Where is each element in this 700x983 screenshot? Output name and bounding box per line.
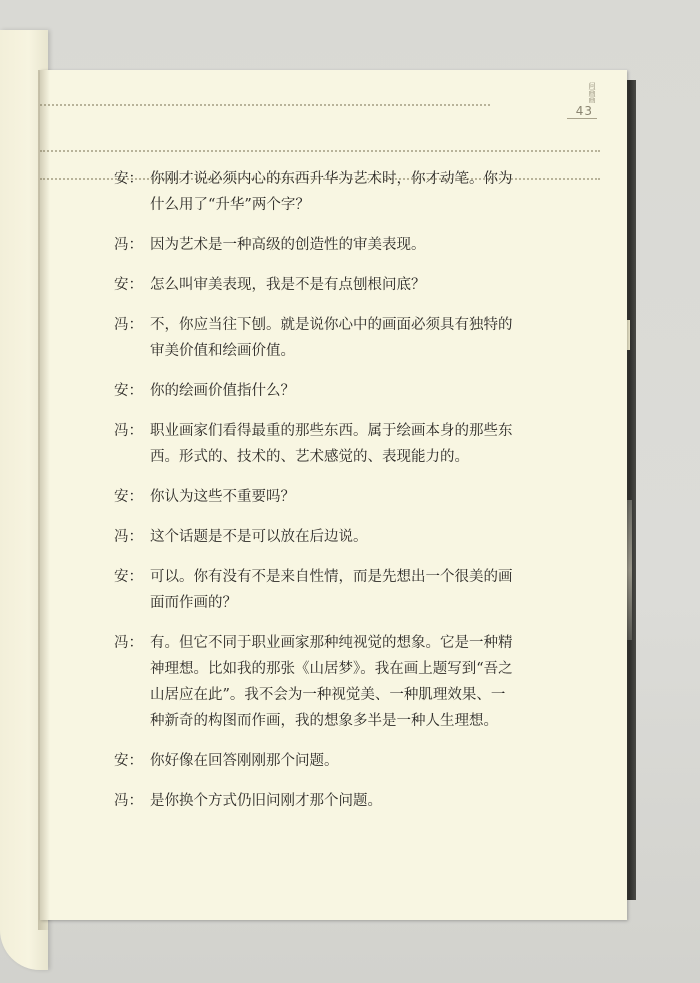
- speaker-label: 安：: [114, 489, 143, 505]
- dialogue-line: [114, 418, 514, 470]
- dialogue-text-body: 是你换个方式仍旧问刚才那个问题。: [150, 793, 382, 809]
- speaker-label: 安：: [114, 171, 143, 187]
- dialogue-text-body: 因为艺术是一种高级的创造性的审美表现。: [150, 237, 426, 253]
- dialogue-text-body: 怎么叫审美表现，我是不是有点刨根问底？: [150, 277, 426, 293]
- speaker-label: 冯：: [114, 793, 143, 809]
- dialogue-line: [114, 788, 514, 814]
- dialogue-line: [114, 748, 514, 774]
- dialogue-text-body: 这个话题是不是可以放在后边说。: [150, 529, 368, 545]
- dialogue-text: [114, 166, 514, 828]
- dialogue-text-body: 你认为这些不重要吗？: [150, 489, 295, 505]
- dialogue-text-body: 不，你应当往下刨。就是说你心中的画面必须具有独特的审美价值和绘画价值。: [150, 317, 513, 359]
- speaker-label: 安：: [114, 383, 143, 399]
- dialogue-line: [114, 484, 514, 510]
- dialogue-text-body: 你好像在回答刚刚那个问题。: [150, 753, 339, 769]
- decorative-dotted-line-1: [40, 104, 490, 106]
- dialogue-text-body: 职业画家们看得最重的那些东西。属于绘画本身的那些东西。形式的、技术的、艺术感觉的、表现能力的。: [150, 423, 513, 465]
- speaker-label: 冯：: [114, 529, 143, 545]
- dialogue-line: [114, 272, 514, 298]
- dialogue-line: [114, 630, 514, 734]
- dialogue-line: [114, 378, 514, 404]
- speaker-label: 冯：: [114, 635, 143, 651]
- dialogue-text-body: 可以。你有没有不是来自性情，而是先想出一个很美的画面而作画的？: [150, 569, 513, 611]
- speaker-label: 冯：: [114, 317, 143, 333]
- spine-shadow: [38, 70, 50, 930]
- dialogue-text-body: 你的绘画价值指什么？: [150, 383, 295, 399]
- page-number: 43: [575, 104, 593, 118]
- page-number-rule: [567, 118, 597, 119]
- dialogue-line: [114, 312, 514, 364]
- dialogue-line: [114, 524, 514, 550]
- dialogue-text-body: 你刚才说必须内心的东西升华为艺术时，你才动笔。你为什么用了“升华”两个字？: [150, 171, 513, 213]
- running-title: 问画画: [588, 82, 596, 103]
- dialogue-text-body: 有。但它不同于职业画家那种纯视觉的想象。它是一种精神理想。比如我的那张《山居梦》。我在画上题写到“吾之山居应在此”。我不会为一种视觉美、一种肌理效果、一种新奇的构图而作画，我的想象多半是一种人生理想。: [150, 635, 513, 729]
- speaker-label: 安：: [114, 569, 143, 585]
- dialogue-line: [114, 232, 514, 258]
- speaker-label: 冯：: [114, 423, 143, 439]
- speaker-label: 安：: [114, 753, 143, 769]
- decorative-dotted-line-2: [40, 150, 600, 152]
- dialogue-line: [114, 166, 514, 218]
- speaker-label: 安：: [114, 277, 143, 293]
- speaker-label: 冯：: [114, 237, 143, 253]
- dialogue-line: [114, 564, 514, 616]
